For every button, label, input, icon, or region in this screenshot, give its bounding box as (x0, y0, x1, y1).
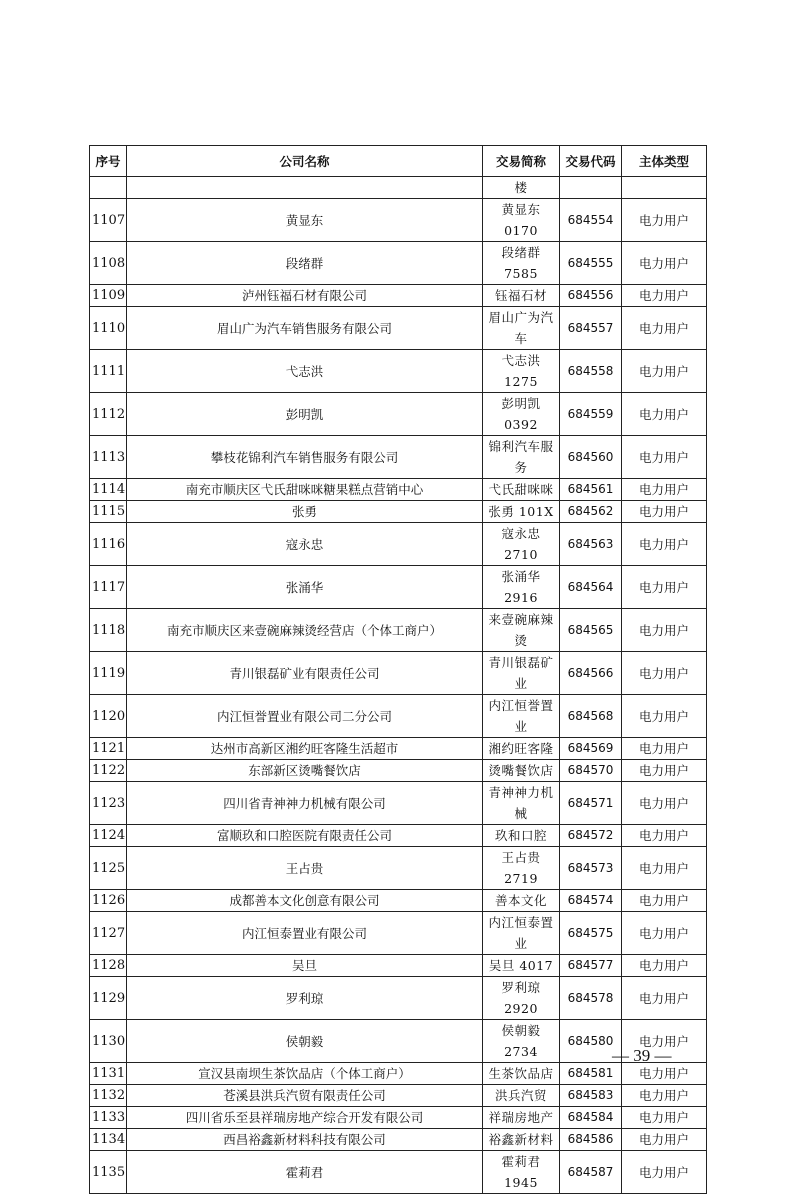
cell-seq: 1124 (90, 825, 127, 847)
cell-code: 684583 (560, 1085, 622, 1107)
cell-seq: 1123 (90, 782, 127, 825)
cell-code: 684581 (560, 1063, 622, 1085)
cell-abbr: 祥瑞房地产 (483, 1107, 560, 1129)
cell-abbr: 段绪群 7585 (483, 242, 560, 285)
table-row (90, 242, 707, 285)
cell-type: 电力用户 (622, 760, 707, 782)
cell-type: 电力用户 (622, 1085, 707, 1107)
table-header-row (90, 146, 707, 177)
cell-seq: 1118 (90, 609, 127, 652)
table-row (90, 350, 707, 393)
cell-type: 电力用户 (622, 890, 707, 912)
continuation-row (90, 177, 707, 199)
cell-code: 684556 (560, 285, 622, 307)
cell-company: 弋志洪 (127, 350, 483, 393)
cell-code: 684586 (560, 1129, 622, 1151)
cell-type: 电力用户 (622, 652, 707, 695)
table-row (90, 912, 707, 955)
cell-company: 泸州钰福石材有限公司 (127, 285, 483, 307)
cell-company: 四川省乐至县祥瑞房地产综合开发有限公司 (127, 1107, 483, 1129)
table-row (90, 566, 707, 609)
cell-type: 电力用户 (622, 977, 707, 1020)
cell-abbr: 侯朝毅 2734 (483, 1020, 560, 1063)
cell-seq: 1127 (90, 912, 127, 955)
cell-code: 684580 (560, 1020, 622, 1063)
cell-code: 684559 (560, 393, 622, 436)
cell-company: 富顺玖和口腔医院有限责任公司 (127, 825, 483, 847)
cell-type: 电力用户 (622, 1020, 707, 1063)
cell-code: 684558 (560, 350, 622, 393)
header-type: 主体类型 (622, 146, 707, 177)
cell-type: 电力用户 (622, 609, 707, 652)
table-row (90, 1129, 707, 1151)
table-row (90, 501, 707, 523)
cell-abbr: 寇永忠 2710 (483, 523, 560, 566)
cell-abbr: 张勇 101X (483, 501, 560, 523)
cell-type: 电力用户 (622, 199, 707, 242)
cell-code: 684587 (560, 1151, 622, 1194)
cell-company: 东部新区烫嘴餐饮店 (127, 760, 483, 782)
table-row (90, 436, 707, 479)
cell-company: 内江恒泰置业有限公司 (127, 912, 483, 955)
cell-abbr: 楼 (483, 177, 560, 199)
cell-seq: 1112 (90, 393, 127, 436)
cell-type: 电力用户 (622, 782, 707, 825)
cell-abbr: 青神神力机械 (483, 782, 560, 825)
cell-type: 电力用户 (622, 847, 707, 890)
cell-abbr: 洪兵汽贸 (483, 1085, 560, 1107)
table-row (90, 1085, 707, 1107)
cell-seq (90, 177, 127, 199)
cell-abbr: 青川银磊矿业 (483, 652, 560, 695)
cell-code: 684569 (560, 738, 622, 760)
cell-seq: 1135 (90, 1151, 127, 1194)
cell-type: 电力用户 (622, 350, 707, 393)
cell-company (127, 177, 483, 199)
cell-type: 电力用户 (622, 523, 707, 566)
cell-seq: 1132 (90, 1085, 127, 1107)
table-row (90, 523, 707, 566)
cell-abbr: 烫嘴餐饮店 (483, 760, 560, 782)
table-row (90, 977, 707, 1020)
cell-code: 684571 (560, 782, 622, 825)
cell-company: 眉山广为汽车销售服务有限公司 (127, 307, 483, 350)
table-row (90, 1151, 707, 1194)
cell-company: 吴旦 (127, 955, 483, 977)
cell-code: 684560 (560, 436, 622, 479)
cell-type: 电力用户 (622, 955, 707, 977)
table-row (90, 695, 707, 738)
cell-type: 电力用户 (622, 1151, 707, 1194)
table-row (90, 738, 707, 760)
cell-seq: 1119 (90, 652, 127, 695)
cell-type: 电力用户 (622, 566, 707, 609)
cell-code: 684563 (560, 523, 622, 566)
cell-company: 张涌华 (127, 566, 483, 609)
cell-seq: 1107 (90, 199, 127, 242)
cell-type: 电力用户 (622, 738, 707, 760)
cell-abbr: 来壹碗麻辣烫 (483, 609, 560, 652)
cell-seq: 1133 (90, 1107, 127, 1129)
cell-code: 684565 (560, 609, 622, 652)
cell-company: 黄显东 (127, 199, 483, 242)
cell-seq: 1128 (90, 955, 127, 977)
cell-seq: 1130 (90, 1020, 127, 1063)
cell-type: 电力用户 (622, 393, 707, 436)
table-row (90, 1107, 707, 1129)
header-code: 交易代码 (560, 146, 622, 177)
table-row (90, 479, 707, 501)
cell-seq: 1125 (90, 847, 127, 890)
cell-abbr: 王占贵 2719 (483, 847, 560, 890)
cell-company: 成都善本文化创意有限公司 (127, 890, 483, 912)
cell-abbr: 生茶饮品店 (483, 1063, 560, 1085)
table-row (90, 825, 707, 847)
table-row (90, 393, 707, 436)
cell-company: 西昌裕鑫新材料科技有限公司 (127, 1129, 483, 1151)
cell-type (622, 177, 707, 199)
cell-type: 电力用户 (622, 825, 707, 847)
cell-seq: 1110 (90, 307, 127, 350)
cell-company: 罗利琼 (127, 977, 483, 1020)
cell-abbr: 弋志洪 1275 (483, 350, 560, 393)
cell-company: 苍溪县洪兵汽贸有限责任公司 (127, 1085, 483, 1107)
cell-type: 电力用户 (622, 285, 707, 307)
cell-code: 684557 (560, 307, 622, 350)
cell-abbr: 张涌华 2916 (483, 566, 560, 609)
cell-company: 王占贵 (127, 847, 483, 890)
cell-abbr: 湘约旺客隆 (483, 738, 560, 760)
header-abbr: 交易简称 (483, 146, 560, 177)
cell-type: 电力用户 (622, 436, 707, 479)
cell-type: 电力用户 (622, 695, 707, 738)
cell-seq: 1108 (90, 242, 127, 285)
cell-code: 684573 (560, 847, 622, 890)
cell-seq: 1122 (90, 760, 127, 782)
cell-code: 684568 (560, 695, 622, 738)
cell-seq: 1131 (90, 1063, 127, 1085)
cell-code: 684561 (560, 479, 622, 501)
cell-abbr: 裕鑫新材料 (483, 1129, 560, 1151)
table-row (90, 609, 707, 652)
cell-seq: 1120 (90, 695, 127, 738)
table-body (90, 177, 707, 1194)
cell-abbr: 眉山广为汽车 (483, 307, 560, 350)
cell-abbr: 玖和口腔 (483, 825, 560, 847)
table-row (90, 955, 707, 977)
cell-abbr: 锦利汽车服务 (483, 436, 560, 479)
cell-abbr: 吴旦 4017 (483, 955, 560, 977)
cell-code: 684584 (560, 1107, 622, 1129)
cell-code: 684577 (560, 955, 622, 977)
table-row (90, 285, 707, 307)
cell-seq: 1114 (90, 479, 127, 501)
cell-type: 电力用户 (622, 501, 707, 523)
cell-company: 段绪群 (127, 242, 483, 285)
cell-type: 电力用户 (622, 479, 707, 501)
header-seq: 序号 (90, 146, 127, 177)
cell-seq: 1126 (90, 890, 127, 912)
cell-code: 684574 (560, 890, 622, 912)
cell-seq: 1129 (90, 977, 127, 1020)
cell-seq: 1134 (90, 1129, 127, 1151)
cell-type: 电力用户 (622, 912, 707, 955)
cell-abbr: 善本文化 (483, 890, 560, 912)
cell-type: 电力用户 (622, 242, 707, 285)
cell-type: 电力用户 (622, 1129, 707, 1151)
table-row (90, 652, 707, 695)
cell-code: 684572 (560, 825, 622, 847)
cell-company: 侯朝毅 (127, 1020, 483, 1063)
cell-company: 达州市高新区湘约旺客隆生活超市 (127, 738, 483, 760)
cell-company: 张勇 (127, 501, 483, 523)
cell-company: 宣汉县南坝生茶饮品店（个体工商户） (127, 1063, 483, 1085)
cell-seq: 1111 (90, 350, 127, 393)
table-row (90, 760, 707, 782)
cell-seq: 1121 (90, 738, 127, 760)
cell-abbr: 霍莉君 1945 (483, 1151, 560, 1194)
cell-company: 四川省青神神力机械有限公司 (127, 782, 483, 825)
cell-code: 684562 (560, 501, 622, 523)
cell-company: 寇永忠 (127, 523, 483, 566)
cell-seq: 1115 (90, 501, 127, 523)
cell-code (560, 177, 622, 199)
cell-seq: 1113 (90, 436, 127, 479)
cell-abbr: 彭明凯 0392 (483, 393, 560, 436)
table-row (90, 782, 707, 825)
header-company: 公司名称 (127, 146, 483, 177)
cell-code: 684564 (560, 566, 622, 609)
cell-code: 684555 (560, 242, 622, 285)
cell-abbr: 罗利琼 2920 (483, 977, 560, 1020)
cell-company: 彭明凯 (127, 393, 483, 436)
cell-code: 684570 (560, 760, 622, 782)
cell-abbr: 内江恒誉置业 (483, 695, 560, 738)
page-number: — 39 — (612, 1046, 672, 1065)
cell-abbr: 内江恒泰置业 (483, 912, 560, 955)
cell-company: 攀枝花锦利汽车销售服务有限公司 (127, 436, 483, 479)
cell-abbr: 弋氏甜咪咪 (483, 479, 560, 501)
cell-abbr: 钰福石材 (483, 285, 560, 307)
cell-company: 南充市顺庆区弋氏甜咪咪糖果糕点营销中心 (127, 479, 483, 501)
cell-abbr: 黄显东 0170 (483, 199, 560, 242)
cell-code: 684554 (560, 199, 622, 242)
cell-type: 电力用户 (622, 1063, 707, 1085)
cell-type: 电力用户 (622, 1107, 707, 1129)
company-table (89, 145, 707, 1194)
cell-company: 青川银磊矿业有限责任公司 (127, 652, 483, 695)
table-row (90, 307, 707, 350)
cell-company: 南充市顺庆区来壹碗麻辣烫经营店（个体工商户） (127, 609, 483, 652)
cell-seq: 1109 (90, 285, 127, 307)
cell-code: 684578 (560, 977, 622, 1020)
cell-company: 内江恒誉置业有限公司二分公司 (127, 695, 483, 738)
table-row (90, 890, 707, 912)
cell-seq: 1116 (90, 523, 127, 566)
cell-code: 684566 (560, 652, 622, 695)
cell-company: 霍莉君 (127, 1151, 483, 1194)
table-row (90, 847, 707, 890)
cell-code: 684575 (560, 912, 622, 955)
table-row (90, 199, 707, 242)
cell-seq: 1117 (90, 566, 127, 609)
cell-type: 电力用户 (622, 307, 707, 350)
